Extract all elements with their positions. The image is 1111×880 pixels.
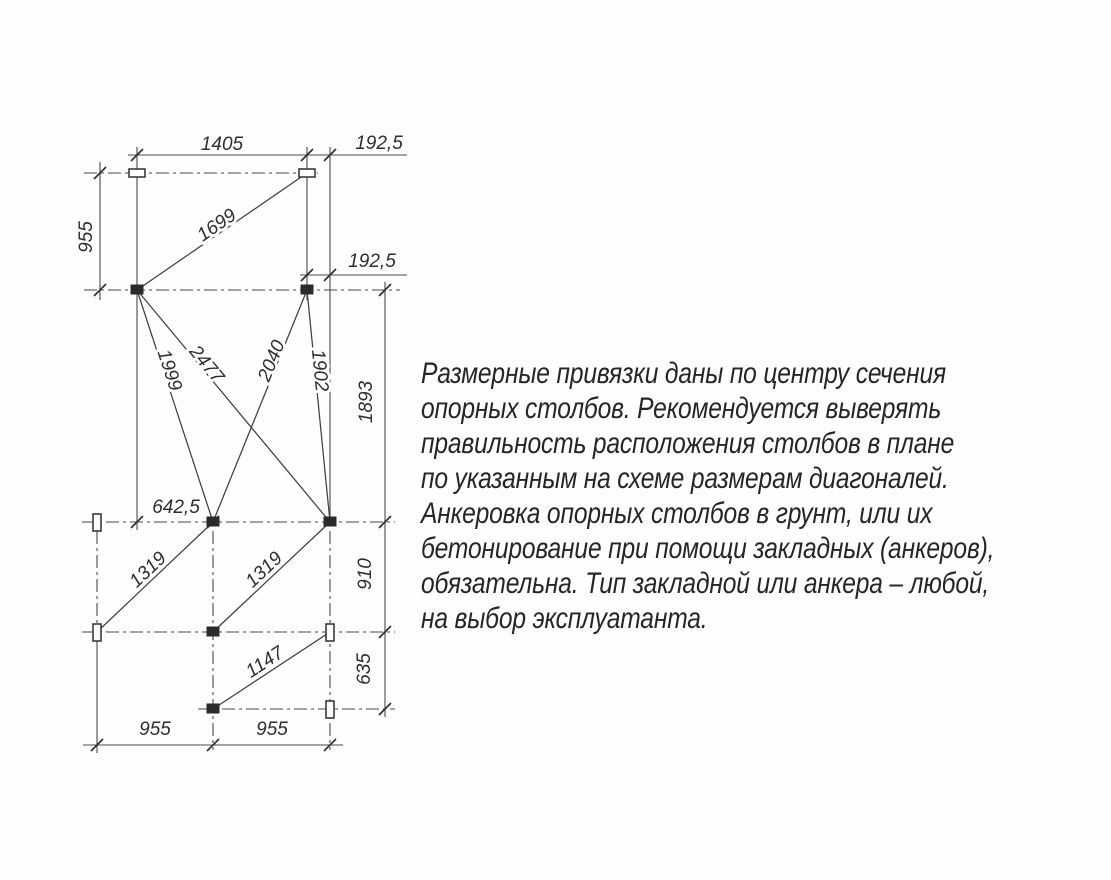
note-line: Анкеровка опорных столбов в грунт, или их bbox=[421, 497, 933, 530]
post-hollow bbox=[93, 514, 101, 531]
dim-right-mid: 910 bbox=[355, 558, 376, 590]
dim-diag-1319-right: 1319 bbox=[241, 547, 287, 593]
post-hollow bbox=[326, 701, 334, 718]
post-filled bbox=[324, 517, 336, 526]
post-hollow bbox=[326, 624, 334, 641]
dim-diag-2477: 2477 bbox=[184, 341, 228, 388]
dim-bottom-left: 955 bbox=[139, 719, 171, 740]
dim-mid-offset: 192,5 bbox=[348, 251, 396, 272]
dim-diag-2040: 2040 bbox=[254, 337, 290, 385]
post-layout-plan bbox=[0, 0, 430, 880]
dim-bottom-right: 955 bbox=[256, 719, 288, 740]
note-line: по указанным на схеме размерам диагоналей. bbox=[421, 462, 949, 495]
posts bbox=[93, 169, 336, 718]
dim-diag-1999: 1999 bbox=[152, 346, 186, 394]
dimension-labels bbox=[76, 133, 403, 740]
dim-top-span: 1405 bbox=[200, 134, 244, 155]
dim-diag-1147: 1147 bbox=[242, 642, 288, 683]
post-filled bbox=[207, 517, 219, 526]
note-line: обязательна. Тип закладной или анкера – любой, bbox=[421, 567, 990, 600]
note-line: опорных столбов. Рекомендуется выверять bbox=[421, 392, 942, 425]
dim-diag-1902: 1902 bbox=[306, 348, 333, 393]
dim-diag-1699: 1699 bbox=[193, 204, 241, 247]
note-line: Размерные привязки даны по центру сечения bbox=[421, 357, 946, 390]
post-filled bbox=[207, 704, 219, 713]
note-text-block bbox=[421, 356, 994, 636]
post-hollow bbox=[93, 624, 101, 641]
post-hollow bbox=[129, 169, 145, 177]
post-hollow bbox=[299, 169, 315, 177]
note-line: бетонирование при помощи закладных (анкеров), bbox=[421, 532, 995, 565]
dim-inset: 642,5 bbox=[152, 497, 200, 518]
post-filled bbox=[301, 285, 313, 294]
post-filled bbox=[131, 285, 143, 294]
dim-top-offset: 192,5 bbox=[355, 133, 403, 154]
post-filled bbox=[207, 627, 219, 636]
dim-left-height: 955 bbox=[76, 221, 97, 253]
tick-marks bbox=[91, 149, 391, 751]
dim-diag-1319-left: 1319 bbox=[125, 547, 171, 593]
note-line: правильность расположения столбов в плане bbox=[421, 427, 955, 460]
dim-right-upper: 1893 bbox=[356, 380, 377, 424]
dim-right-lower: 635 bbox=[354, 653, 375, 685]
note-line: на выбор эксплуатанта. bbox=[421, 602, 708, 635]
